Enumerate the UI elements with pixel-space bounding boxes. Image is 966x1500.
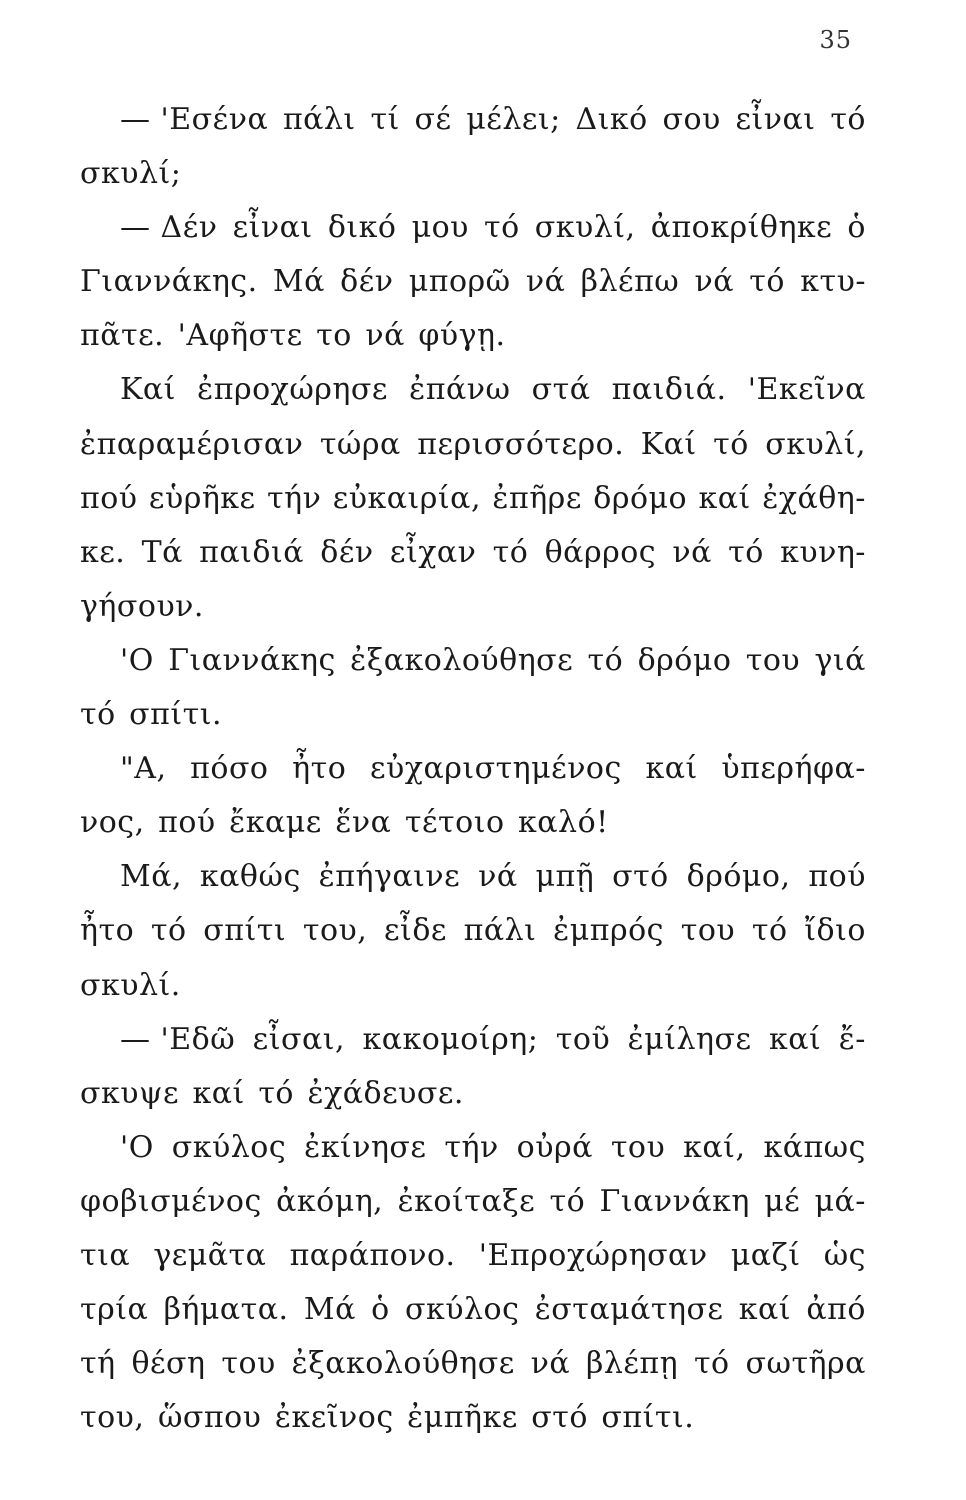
- word: 'Αφῆστε: [177, 318, 303, 354]
- word: δρόμο: [593, 480, 688, 516]
- word: μπῇ: [535, 859, 595, 895]
- word: μαζί: [730, 1237, 801, 1273]
- text-line: [80, 1121, 866, 1175]
- word: — Δέν: [120, 210, 218, 246]
- word: Γιαννάκη: [599, 1183, 750, 1219]
- word: τό: [713, 426, 749, 462]
- word: ἐπροχώρησε: [197, 372, 388, 408]
- word: τό: [587, 642, 624, 678]
- word: ἐπάνω: [409, 372, 511, 408]
- word: τό: [749, 264, 785, 300]
- word: 'Ο: [120, 1129, 154, 1165]
- word: δικό: [327, 210, 397, 246]
- word: τό: [484, 210, 520, 246]
- word: παράπονο.: [289, 1237, 456, 1273]
- text-line: [80, 1229, 866, 1283]
- word: ὁ: [371, 1292, 390, 1328]
- word: Γιαννάκης: [168, 642, 336, 678]
- word: καθώς: [199, 859, 301, 895]
- text-line: [80, 526, 866, 580]
- word: τό: [258, 1075, 294, 1111]
- word: περισσότερο.: [417, 426, 625, 462]
- text-line: [80, 688, 866, 742]
- word: εἶναι: [232, 210, 313, 246]
- word: ἐξακολούθησε: [291, 1346, 515, 1382]
- word: βλέπω: [580, 264, 680, 300]
- word: νος,: [80, 805, 145, 841]
- text-line: [80, 309, 866, 363]
- word: ἐπήγαινε: [318, 859, 461, 895]
- word: τρία: [80, 1292, 149, 1328]
- word: καί,: [683, 1129, 746, 1165]
- word: σκυλί;: [80, 156, 182, 192]
- word: καλό!: [518, 805, 609, 841]
- word: σέ: [414, 102, 452, 137]
- text-line: [80, 472, 866, 526]
- word: Γιαννάκης.: [80, 264, 258, 300]
- body-text: [80, 93, 866, 1445]
- word: σκυλί,: [534, 210, 636, 246]
- word: τό: [751, 913, 788, 949]
- text-line: [80, 1175, 866, 1229]
- word: Μά,: [120, 859, 183, 895]
- word: εἶχαν: [389, 534, 477, 570]
- word: εὐκαιρία,: [332, 480, 481, 516]
- word: οὐρά: [516, 1129, 593, 1165]
- word: τί: [370, 102, 400, 137]
- word: σκυψε: [80, 1075, 180, 1111]
- word: τό: [492, 534, 529, 570]
- word: κακομοίρη;: [362, 1021, 539, 1057]
- word: τήν: [444, 1129, 499, 1165]
- word: ἐχάθη-: [762, 480, 866, 516]
- word: τήν: [267, 480, 322, 516]
- word: πού: [80, 480, 138, 516]
- word: τέτοιο: [404, 805, 505, 841]
- word: μέλει;: [466, 102, 561, 137]
- word: πόσο: [190, 751, 269, 787]
- word: Μά: [303, 1292, 356, 1328]
- word: Τά: [141, 534, 183, 570]
- word: πού: [158, 805, 216, 841]
- word: τό: [830, 102, 866, 137]
- word: ἐκεῖνος: [274, 1400, 394, 1436]
- word: ἦτο: [80, 913, 135, 949]
- word: φύγῃ.: [418, 318, 506, 354]
- word: δρόμο,: [686, 859, 791, 895]
- word: 'Εκεῖνα: [747, 372, 866, 408]
- word: το: [316, 318, 352, 354]
- word: εἶδε: [384, 913, 447, 949]
- text-line: [80, 1391, 866, 1445]
- word: στό: [531, 1400, 588, 1436]
- word: σπίτι.: [601, 1400, 695, 1436]
- word: σου: [662, 102, 721, 137]
- word: ἐπαραμέρισαν: [80, 426, 304, 462]
- word: τοῦ: [555, 1021, 611, 1057]
- word: ἐμίλησε: [627, 1021, 752, 1057]
- word: εὐχαριστημένος: [369, 751, 622, 787]
- word: νά: [525, 264, 566, 300]
- word: ἔκαμε: [229, 805, 322, 841]
- word: βήματα.: [163, 1292, 289, 1328]
- word: μπορῶ: [408, 264, 511, 300]
- word: Μά: [272, 264, 325, 300]
- word: 'Ο: [120, 642, 154, 678]
- word: μου: [411, 210, 469, 246]
- word: νά: [478, 859, 518, 895]
- word: τή: [80, 1346, 116, 1382]
- word: — 'Εσένα: [120, 102, 269, 137]
- text-line: [80, 850, 866, 904]
- word: καί: [192, 1075, 245, 1111]
- word: νά: [672, 534, 712, 570]
- word: νά: [365, 318, 405, 354]
- word: ἕνα: [335, 805, 392, 841]
- word: του,: [80, 1400, 145, 1436]
- word: πάλι: [282, 102, 356, 137]
- text-line: [80, 201, 866, 255]
- word: καί: [698, 480, 751, 516]
- text-line: [80, 1067, 866, 1121]
- word: νά: [530, 1346, 571, 1382]
- word: του: [221, 1346, 276, 1382]
- text-line: [80, 418, 866, 472]
- text-line: [80, 959, 866, 1013]
- word: καί: [645, 751, 698, 787]
- word: στά: [531, 372, 591, 408]
- word: ἦτο: [292, 751, 347, 787]
- word: πού: [808, 859, 866, 895]
- word: ὥσπου: [157, 1400, 262, 1436]
- word: παιδιά: [199, 534, 304, 570]
- word: νά: [694, 264, 735, 300]
- word: του: [745, 642, 801, 678]
- word: δέν: [320, 534, 374, 570]
- word: κυνη-: [780, 534, 866, 570]
- word: τό: [150, 913, 187, 949]
- word: σπίτι.: [129, 697, 223, 733]
- word: Δικό: [575, 102, 648, 137]
- word: εὑρῆκε: [148, 480, 256, 516]
- word: γιά: [814, 642, 866, 678]
- word: ἐμπῆκε: [407, 1400, 518, 1436]
- word: δρόμο: [637, 642, 732, 678]
- page-number: 35: [819, 26, 852, 54]
- word: μέ: [764, 1183, 801, 1219]
- word: κάπως: [763, 1129, 866, 1165]
- text-line: [80, 255, 866, 309]
- word: τό: [693, 1346, 730, 1382]
- word: μά-: [814, 1183, 866, 1219]
- text-line: [80, 742, 866, 796]
- word: σωτῆρα: [745, 1346, 866, 1382]
- word: καί: [768, 1021, 822, 1057]
- text-line: [80, 93, 866, 147]
- word: καί: [738, 1292, 792, 1328]
- word: σκύλος: [405, 1292, 520, 1328]
- word: ἐπῆρε: [492, 480, 582, 516]
- word: ἐκίνησε: [304, 1129, 427, 1165]
- word: του,: [302, 913, 368, 949]
- text-line: [80, 796, 866, 850]
- text-line: [80, 1013, 866, 1067]
- word: πᾶτε.: [80, 318, 165, 354]
- word: τια: [80, 1237, 131, 1273]
- text-line: [80, 147, 866, 201]
- word: Καί: [640, 426, 697, 462]
- word: σκυλί.: [80, 967, 181, 1003]
- word: εἶσαι,: [252, 1021, 346, 1057]
- word: Καί: [120, 372, 176, 408]
- word: — 'Εδῶ: [120, 1021, 236, 1057]
- word: κε.: [80, 534, 126, 570]
- word: φοβισμένος: [80, 1183, 262, 1219]
- text-line: [80, 1337, 866, 1391]
- word: τό: [549, 1183, 586, 1219]
- word: "Α,: [120, 751, 167, 787]
- word: ἐμπρός: [553, 913, 664, 949]
- text-line: [80, 580, 866, 634]
- word: τό: [728, 534, 764, 570]
- word: ἐξακολούθησε: [350, 642, 574, 678]
- word: γεμᾶτα: [153, 1237, 267, 1273]
- word: κτυ-: [800, 264, 866, 300]
- word: ἐχάδευσε.: [307, 1075, 464, 1111]
- word: σπίτι: [203, 913, 287, 949]
- word: του: [680, 913, 736, 949]
- word: τώρα: [319, 426, 401, 462]
- word: ἔ-: [838, 1021, 866, 1057]
- text-line: [80, 1283, 866, 1337]
- word: ἀκόμη,: [276, 1183, 384, 1219]
- word: ὁ: [847, 210, 866, 246]
- word: ἐκοίταξε: [397, 1183, 536, 1219]
- word: σκύλος: [171, 1129, 287, 1165]
- word: παιδιά.: [611, 372, 727, 408]
- word: του: [610, 1129, 666, 1165]
- word: ἐσταμάτησε: [534, 1292, 724, 1328]
- word: ὑπερήφα-: [721, 751, 866, 787]
- word: στό: [612, 859, 669, 895]
- word: ἀποκρίθηκε: [650, 210, 833, 246]
- word: πάλι: [463, 913, 537, 949]
- word: θέση: [131, 1346, 206, 1382]
- word: γήσουν.: [80, 588, 204, 624]
- word: 'Επροχώρησαν: [478, 1237, 708, 1273]
- word: εἶναι: [735, 102, 816, 137]
- word: ἀπό: [806, 1292, 866, 1328]
- text-line: [80, 904, 866, 958]
- word: δέν: [340, 264, 394, 300]
- text-line: [80, 634, 866, 688]
- word: βλέπῃ: [585, 1346, 679, 1382]
- text-line: [80, 363, 866, 417]
- word: ὡς: [823, 1237, 866, 1273]
- word: θάρρος: [544, 534, 657, 570]
- word: ἴδιο: [804, 913, 866, 949]
- word: τό: [80, 697, 116, 733]
- word: σκυλί,: [765, 426, 866, 462]
